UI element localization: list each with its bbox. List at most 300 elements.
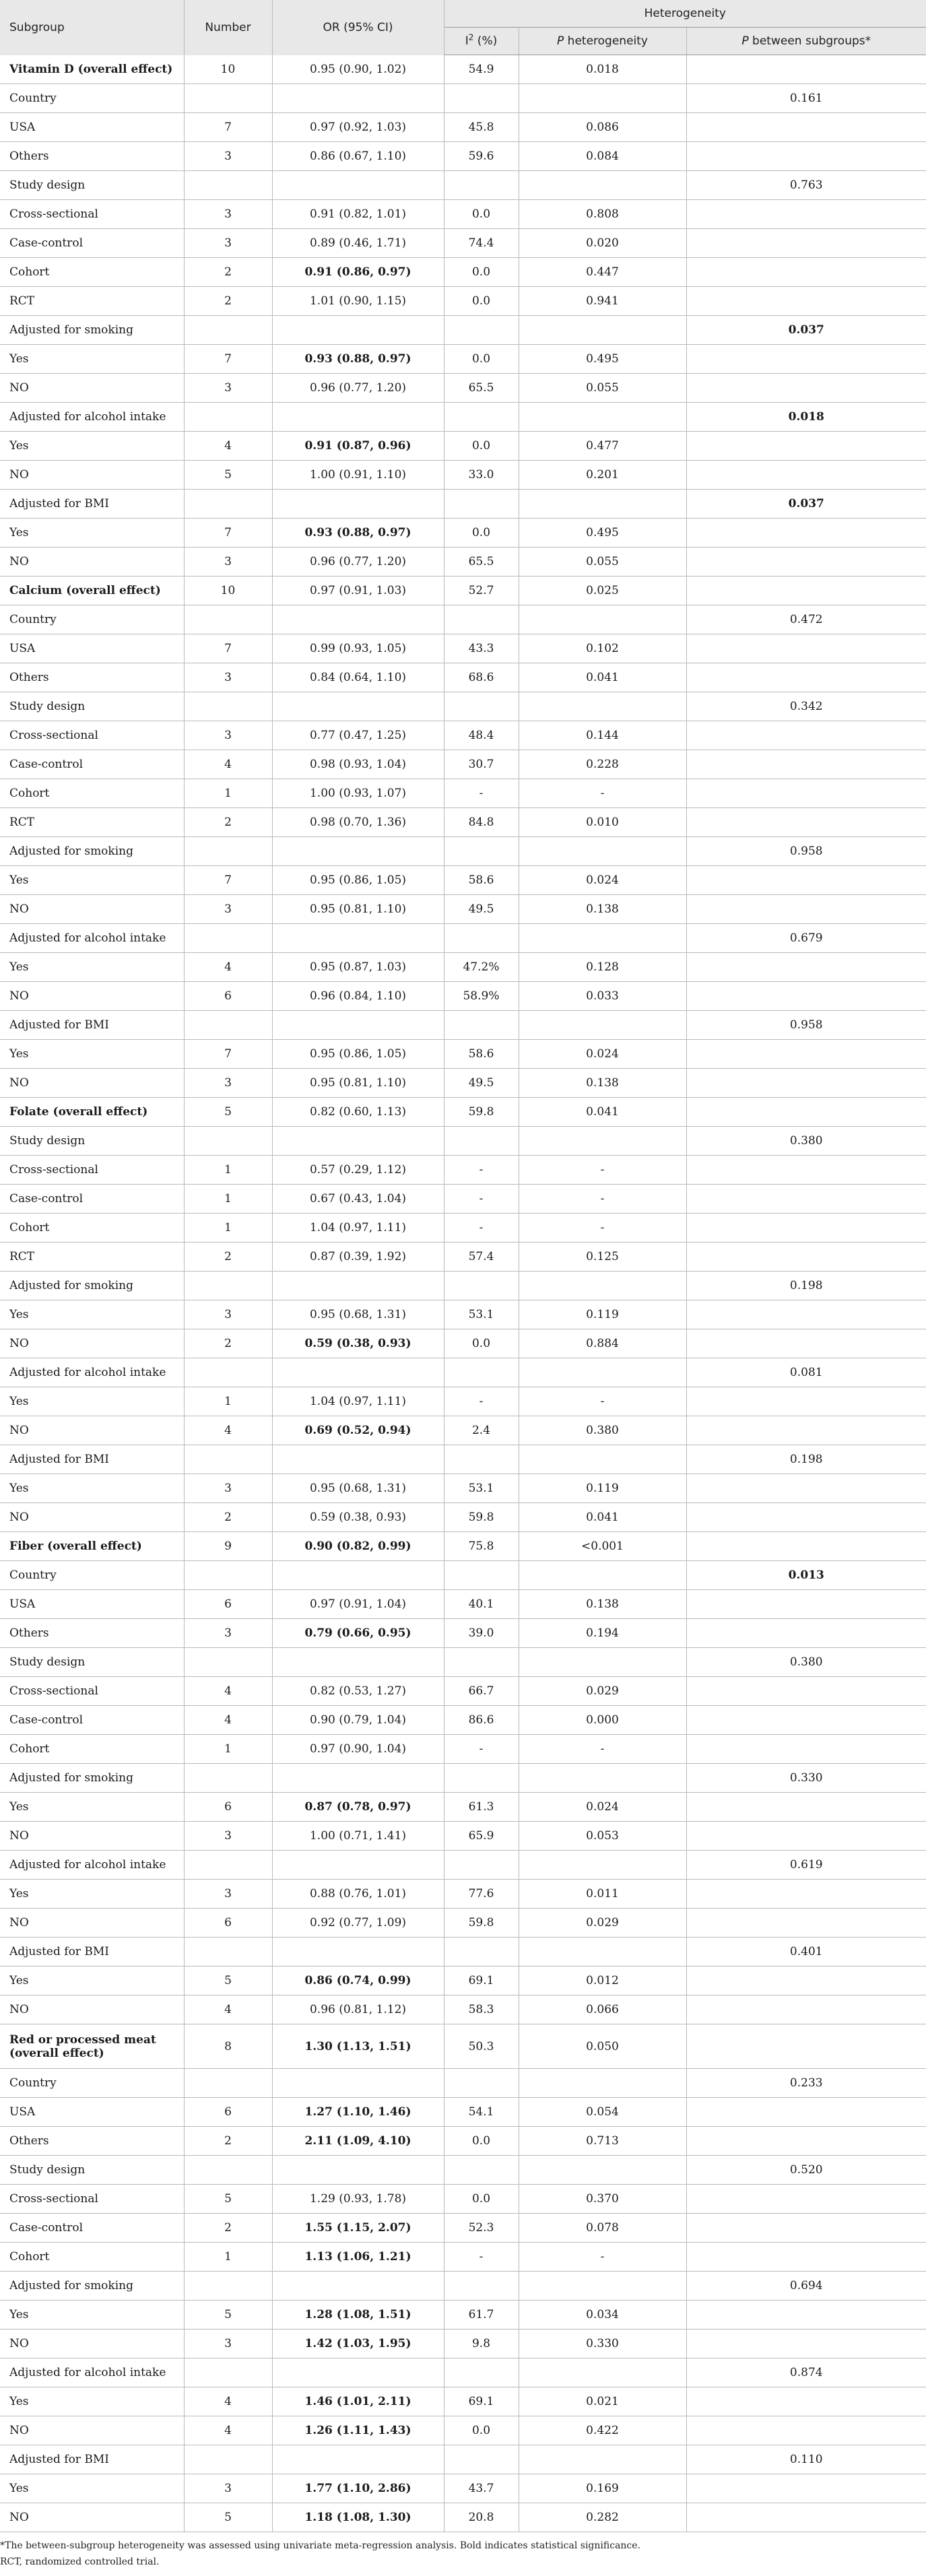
cell-p-between: [686, 461, 926, 490]
cell-subgroup: Cross-sectional: [0, 2185, 184, 2214]
cell-subgroup: Yes: [0, 1040, 184, 1069]
cell-i2: -: [444, 1735, 519, 1764]
table-row: [0, 634, 926, 663]
cell-subgroup: Yes: [0, 2387, 184, 2416]
cell-i2: 0.0: [444, 2185, 519, 2214]
cell-number: 1: [184, 779, 272, 808]
cell-subgroup: RCT: [0, 1243, 184, 1272]
cell-i2: 0.0: [444, 519, 519, 548]
cell-number: [184, 1561, 272, 1590]
cell-subgroup: NO: [0, 895, 184, 924]
cell-number: 3: [184, 142, 272, 171]
cell-p-heterogeneity: 0.119: [519, 1474, 686, 1503]
table-row: [0, 2416, 926, 2445]
table-row: [0, 866, 926, 895]
table-row: [0, 779, 926, 808]
table-row: [0, 171, 926, 200]
cell-subgroup: Case-control: [0, 1706, 184, 1735]
cell-p-heterogeneity: [519, 924, 686, 953]
cell-or-ci: 0.86 (0.67, 1.10): [272, 142, 444, 171]
cell-i2: 0.0: [444, 2416, 519, 2445]
p-het-symbol: P: [557, 34, 564, 48]
cell-subgroup: Yes: [0, 1300, 184, 1329]
cell-subgroup: USA: [0, 113, 184, 142]
col-header-heterogeneity: Heterogeneity: [444, 0, 926, 28]
cell-p-heterogeneity: 0.477: [519, 432, 686, 461]
cell-or-ci: 0.59 (0.38, 0.93): [272, 1329, 444, 1358]
cell-p-heterogeneity: 0.025: [519, 576, 686, 605]
cell-number: 7: [184, 519, 272, 548]
cell-i2: 58.6: [444, 866, 519, 895]
cell-or-ci: 0.93 (0.88, 0.97): [272, 345, 444, 374]
cell-subgroup: Study design: [0, 1648, 184, 1677]
cell-or-ci: [272, 837, 444, 866]
cell-subgroup: NO: [0, 1416, 184, 1445]
cell-subgroup: Case-control: [0, 229, 184, 258]
cell-or-ci: 2.11 (1.09, 4.10): [272, 2127, 444, 2156]
cell-i2: [444, 1011, 519, 1040]
cell-number: 3: [184, 1619, 272, 1648]
cell-subgroup: Adjusted for BMI: [0, 490, 184, 519]
cell-p-between: [686, 1706, 926, 1735]
cell-number: 3: [184, 2330, 272, 2358]
cell-p-between: [686, 1995, 926, 2024]
cell-p-heterogeneity: 0.054: [519, 2098, 686, 2127]
cell-p-between: [686, 548, 926, 576]
cell-p-between: [686, 200, 926, 229]
cell-p-heterogeneity: 0.024: [519, 1040, 686, 1069]
cell-i2: 57.4: [444, 1243, 519, 1272]
table-row: [0, 1011, 926, 1040]
table-row: [0, 200, 926, 229]
cell-i2: 68.6: [444, 663, 519, 692]
cell-number: 3: [184, 1880, 272, 1909]
cell-or-ci: [272, 1358, 444, 1387]
cell-subgroup: Yes: [0, 519, 184, 548]
cell-or-ci: 0.99 (0.93, 1.05): [272, 634, 444, 663]
cell-i2: 65.9: [444, 1822, 519, 1851]
cell-or-ci: 0.88 (0.76, 1.01): [272, 1880, 444, 1909]
cell-subgroup: USA: [0, 2098, 184, 2127]
cell-p-heterogeneity: 0.422: [519, 2416, 686, 2445]
cell-p-heterogeneity: [519, 171, 686, 200]
table-row: [0, 837, 926, 866]
cell-number: 4: [184, 1416, 272, 1445]
cell-i2: 65.5: [444, 374, 519, 403]
cell-i2: 58.3: [444, 1995, 519, 2024]
cell-p-heterogeneity: 0.010: [519, 808, 686, 837]
cell-number: 5: [184, 2185, 272, 2214]
cell-subgroup: Adjusted for alcohol intake: [0, 2358, 184, 2387]
cell-number: 2: [184, 1329, 272, 1358]
table-row: [0, 2156, 926, 2185]
cell-p-heterogeneity: [519, 1445, 686, 1474]
cell-i2: 0.0: [444, 287, 519, 316]
cell-number: 2: [184, 2127, 272, 2156]
table-row: [0, 1387, 926, 1416]
cell-p-heterogeneity: [519, 2445, 686, 2474]
i2-base: I: [465, 34, 469, 48]
cell-i2: 40.1: [444, 1590, 519, 1619]
cell-p-between: [686, 2098, 926, 2127]
cell-i2: [444, 490, 519, 519]
cell-number: [184, 924, 272, 953]
cell-p-between: [686, 721, 926, 750]
cell-p-between: 0.081: [686, 1358, 926, 1387]
cell-p-heterogeneity: 0.066: [519, 1995, 686, 2024]
cell-number: 3: [184, 663, 272, 692]
cell-i2: [444, 605, 519, 634]
cell-p-between: 0.013: [686, 1561, 926, 1590]
cell-p-heterogeneity: [519, 1011, 686, 1040]
cell-i2: [444, 1127, 519, 1156]
cell-or-ci: 0.69 (0.52, 0.94): [272, 1416, 444, 1445]
cell-or-ci: 0.87 (0.78, 0.97): [272, 1793, 444, 1822]
cell-p-heterogeneity: 0.808: [519, 200, 686, 229]
cell-p-heterogeneity: [519, 1648, 686, 1677]
cell-i2: 0.0: [444, 258, 519, 287]
cell-i2: -: [444, 1214, 519, 1243]
cell-subgroup: NO: [0, 982, 184, 1011]
cell-i2: 53.1: [444, 1474, 519, 1503]
cell-subgroup: NO: [0, 2416, 184, 2445]
cell-subgroup: NO: [0, 1069, 184, 1098]
table-row: [0, 605, 926, 634]
cell-subgroup: Case-control: [0, 1185, 184, 1214]
cell-i2: 0.0: [444, 200, 519, 229]
cell-number: 1: [184, 1735, 272, 1764]
table-row: [0, 142, 926, 171]
cell-subgroup: Adjusted for alcohol intake: [0, 403, 184, 432]
table-row: [0, 2069, 926, 2098]
cell-or-ci: [272, 403, 444, 432]
cell-p-heterogeneity: -: [519, 779, 686, 808]
cell-or-ci: [272, 2272, 444, 2301]
cell-p-between: [686, 2214, 926, 2243]
table-row: [0, 1214, 926, 1243]
cell-i2: 47.2%: [444, 953, 519, 982]
cell-subgroup: Yes: [0, 345, 184, 374]
cell-subgroup: Adjusted for smoking: [0, 1272, 184, 1300]
table-row: [0, 1069, 926, 1098]
cell-or-ci: [272, 84, 444, 113]
table-row: [0, 1561, 926, 1590]
cell-p-heterogeneity: 0.713: [519, 2127, 686, 2156]
cell-subgroup: Fiber (overall effect): [0, 1532, 184, 1561]
cell-or-ci: 0.91 (0.86, 0.97): [272, 258, 444, 287]
cell-subgroup: Adjusted for smoking: [0, 316, 184, 345]
cell-p-heterogeneity: 0.138: [519, 895, 686, 924]
cell-i2: [444, 1938, 519, 1967]
cell-i2: [444, 2272, 519, 2301]
cell-subgroup: Calcium (overall effect): [0, 576, 184, 605]
cell-i2: 59.8: [444, 1098, 519, 1127]
cell-subgroup: NO: [0, 1329, 184, 1358]
table-row: [0, 1300, 926, 1329]
cell-or-ci: 1.01 (0.90, 1.15): [272, 287, 444, 316]
table-row: [0, 1880, 926, 1909]
cell-p-heterogeneity: 0.041: [519, 1503, 686, 1532]
cell-i2: [444, 837, 519, 866]
cell-i2: -: [444, 1156, 519, 1185]
cell-or-ci: [272, 1127, 444, 1156]
table-row: [0, 953, 926, 982]
cell-i2: 50.3: [444, 2024, 519, 2069]
cell-subgroup: NO: [0, 2503, 184, 2532]
cell-p-between: 0.679: [686, 924, 926, 953]
cell-or-ci: 0.97 (0.90, 1.04): [272, 1735, 444, 1764]
cell-i2: 45.8: [444, 113, 519, 142]
cell-or-ci: 1.77 (1.10, 2.86): [272, 2474, 444, 2503]
cell-subgroup: Adjusted for alcohol intake: [0, 924, 184, 953]
cell-number: 4: [184, 432, 272, 461]
cell-or-ci: 1.00 (0.71, 1.41): [272, 1822, 444, 1851]
cell-i2: 2.4: [444, 1416, 519, 1445]
cell-i2: 0.0: [444, 345, 519, 374]
cell-or-ci: [272, 2156, 444, 2185]
cell-or-ci: [272, 1851, 444, 1880]
cell-p-between: [686, 779, 926, 808]
cell-p-heterogeneity: 0.020: [519, 229, 686, 258]
col-header-i2: [444, 28, 519, 55]
cell-subgroup: Others: [0, 142, 184, 171]
cell-p-between: 0.763: [686, 171, 926, 200]
cell-i2: 20.8: [444, 2503, 519, 2532]
cell-subgroup: Adjusted for BMI: [0, 1445, 184, 1474]
cell-i2: 77.6: [444, 1880, 519, 1909]
cell-p-heterogeneity: 0.024: [519, 866, 686, 895]
cell-number: 2: [184, 287, 272, 316]
cell-subgroup: NO: [0, 374, 184, 403]
cell-number: [184, 1127, 272, 1156]
cell-p-heterogeneity: 0.011: [519, 1880, 686, 1909]
cell-or-ci: [272, 490, 444, 519]
table-row: [0, 2185, 926, 2214]
cell-or-ci: 0.96 (0.84, 1.10): [272, 982, 444, 1011]
cell-p-between: [686, 1822, 926, 1851]
cell-or-ci: 0.89 (0.46, 1.71): [272, 229, 444, 258]
cell-i2: 49.5: [444, 895, 519, 924]
table-row: [0, 548, 926, 576]
table-row: [0, 490, 926, 519]
cell-number: [184, 1648, 272, 1677]
cell-number: 4: [184, 750, 272, 779]
cell-p-between: [686, 2301, 926, 2330]
cell-number: 5: [184, 1098, 272, 1127]
table-row: [0, 924, 926, 953]
col-header-p-between: [686, 28, 926, 55]
cell-p-between: [686, 750, 926, 779]
cell-p-between: [686, 1185, 926, 1214]
cell-p-between: [686, 2127, 926, 2156]
cell-p-between: [686, 1619, 926, 1648]
cell-subgroup: NO: [0, 1909, 184, 1938]
cell-p-heterogeneity: 0.138: [519, 1069, 686, 1098]
cell-or-ci: 0.86 (0.74, 0.99): [272, 1967, 444, 1995]
col-header-subgroup: Subgroup: [0, 0, 184, 55]
table-row: [0, 2214, 926, 2243]
cell-p-heterogeneity: [519, 316, 686, 345]
cell-subgroup: Yes: [0, 866, 184, 895]
cell-p-heterogeneity: 0.282: [519, 2503, 686, 2532]
cell-i2: 59.6: [444, 142, 519, 171]
cell-number: [184, 490, 272, 519]
cell-p-between: 0.198: [686, 1272, 926, 1300]
cell-p-between: [686, 1098, 926, 1127]
table-row: [0, 1938, 926, 1967]
cell-subgroup: Adjusted for smoking: [0, 2272, 184, 2301]
p-het-label: heterogeneity: [564, 34, 648, 48]
cell-subgroup: Case-control: [0, 2214, 184, 2243]
cell-p-heterogeneity: 0.033: [519, 982, 686, 1011]
cell-or-ci: [272, 692, 444, 721]
table-row: [0, 2474, 926, 2503]
cell-number: 3: [184, 1069, 272, 1098]
cell-number: 2: [184, 1503, 272, 1532]
cell-p-heterogeneity: 0.102: [519, 634, 686, 663]
table-row: [0, 1416, 926, 1445]
cell-or-ci: 0.82 (0.53, 1.27): [272, 1677, 444, 1706]
cell-subgroup: Country: [0, 1561, 184, 1590]
table-row: [0, 1358, 926, 1387]
cell-p-heterogeneity: 0.041: [519, 663, 686, 692]
cell-p-heterogeneity: 0.024: [519, 1793, 686, 1822]
cell-number: [184, 1011, 272, 1040]
cell-p-between: [686, 953, 926, 982]
cell-subgroup: Yes: [0, 1387, 184, 1416]
cell-p-heterogeneity: [519, 2358, 686, 2387]
cell-p-between: [686, 1880, 926, 1909]
table-row: [0, 895, 926, 924]
cell-subgroup: Adjusted for smoking: [0, 837, 184, 866]
table-row: [0, 1706, 926, 1735]
cell-i2: 58.6: [444, 1040, 519, 1069]
table-row: [0, 84, 926, 113]
cell-number: [184, 1445, 272, 1474]
cell-p-heterogeneity: 0.018: [519, 55, 686, 84]
cell-p-heterogeneity: [519, 692, 686, 721]
cell-p-between: [686, 1532, 926, 1561]
cell-or-ci: 0.97 (0.92, 1.03): [272, 113, 444, 142]
cell-p-between: [686, 55, 926, 84]
cell-subgroup: Cohort: [0, 779, 184, 808]
cell-or-ci: 0.95 (0.86, 1.05): [272, 866, 444, 895]
cell-p-between: [686, 113, 926, 142]
cell-p-heterogeneity: 0.495: [519, 519, 686, 548]
cell-number: 3: [184, 1822, 272, 1851]
cell-p-between: 0.472: [686, 605, 926, 634]
cell-or-ci: 0.87 (0.39, 1.92): [272, 1243, 444, 1272]
cell-subgroup: NO: [0, 1503, 184, 1532]
cell-p-between: [686, 663, 926, 692]
cell-or-ci: [272, 316, 444, 345]
table-row: [0, 982, 926, 1011]
cell-i2: 33.0: [444, 461, 519, 490]
cell-p-heterogeneity: 0.021: [519, 2387, 686, 2416]
table-row: [0, 2024, 926, 2069]
table-row: [0, 1735, 926, 1764]
cell-number: 9: [184, 1532, 272, 1561]
cell-p-between: 0.958: [686, 837, 926, 866]
cell-subgroup: Country: [0, 2069, 184, 2098]
table-body: [0, 55, 926, 2532]
cell-p-heterogeneity: -: [519, 1185, 686, 1214]
cell-i2: 54.9: [444, 55, 519, 84]
cell-i2: 52.3: [444, 2214, 519, 2243]
cell-subgroup: Adjusted for smoking: [0, 1764, 184, 1793]
cell-i2: 66.7: [444, 1677, 519, 1706]
cell-subgroup: Cross-sectional: [0, 1156, 184, 1185]
cell-subgroup: RCT: [0, 808, 184, 837]
cell-number: 1: [184, 1214, 272, 1243]
cell-p-heterogeneity: 0.078: [519, 2214, 686, 2243]
cell-p-heterogeneity: [519, 403, 686, 432]
cell-p-heterogeneity: 0.053: [519, 1822, 686, 1851]
cell-or-ci: [272, 1764, 444, 1793]
i2-unit: (%): [473, 34, 498, 48]
cell-p-between: 0.198: [686, 1445, 926, 1474]
cell-p-heterogeneity: [519, 490, 686, 519]
col-header-p-heterogeneity: [519, 28, 686, 55]
cell-number: 6: [184, 1909, 272, 1938]
cell-p-heterogeneity: [519, 84, 686, 113]
cell-or-ci: 0.96 (0.77, 1.20): [272, 374, 444, 403]
table-row: [0, 1098, 926, 1127]
cell-subgroup: Yes: [0, 1474, 184, 1503]
cell-number: [184, 1272, 272, 1300]
cell-p-between: 0.037: [686, 490, 926, 519]
table-row: [0, 1474, 926, 1503]
cell-subgroup: Folate (overall effect): [0, 1098, 184, 1127]
cell-or-ci: 0.95 (0.90, 1.02): [272, 55, 444, 84]
cell-number: 6: [184, 982, 272, 1011]
table-row: [0, 2098, 926, 2127]
cell-or-ci: [272, 2358, 444, 2387]
cell-i2: 0.0: [444, 1329, 519, 1358]
cell-number: 5: [184, 1967, 272, 1995]
footnote-meta-regression: *The between-subgroup heterogeneity was assessed using univariate meta-regression analysis. Bold indicates statistical significance.: [0, 2540, 641, 2551]
cell-p-heterogeneity: 0.055: [519, 374, 686, 403]
cell-number: [184, 171, 272, 200]
cell-number: 2: [184, 2214, 272, 2243]
cell-or-ci: 0.67 (0.43, 1.04): [272, 1185, 444, 1214]
cell-p-heterogeneity: [519, 2272, 686, 2301]
table-row: [0, 2301, 926, 2330]
cell-p-between: [686, 1416, 926, 1445]
cell-or-ci: 0.84 (0.64, 1.10): [272, 663, 444, 692]
cell-p-heterogeneity: 0.169: [519, 2474, 686, 2503]
p-between-symbol: P: [741, 34, 749, 48]
cell-i2: 84.8: [444, 808, 519, 837]
cell-or-ci: 0.59 (0.38, 0.93): [272, 1503, 444, 1532]
cell-p-heterogeneity: <0.001: [519, 1532, 686, 1561]
cell-i2: -: [444, 1185, 519, 1214]
cell-number: 3: [184, 1300, 272, 1329]
table-row: [0, 1156, 926, 1185]
cell-p-heterogeneity: 0.884: [519, 1329, 686, 1358]
cell-or-ci: 0.79 (0.66, 0.95): [272, 1619, 444, 1648]
cell-or-ci: 0.95 (0.68, 1.31): [272, 1300, 444, 1329]
cell-i2: 86.6: [444, 1706, 519, 1735]
table-row: [0, 519, 926, 548]
cell-i2: 43.3: [444, 634, 519, 663]
table-row: [0, 1995, 926, 2024]
table-row: [0, 2358, 926, 2387]
cell-or-ci: [272, 924, 444, 953]
cell-i2: [444, 1764, 519, 1793]
table-row: [0, 1532, 926, 1561]
table-row: [0, 1764, 926, 1793]
